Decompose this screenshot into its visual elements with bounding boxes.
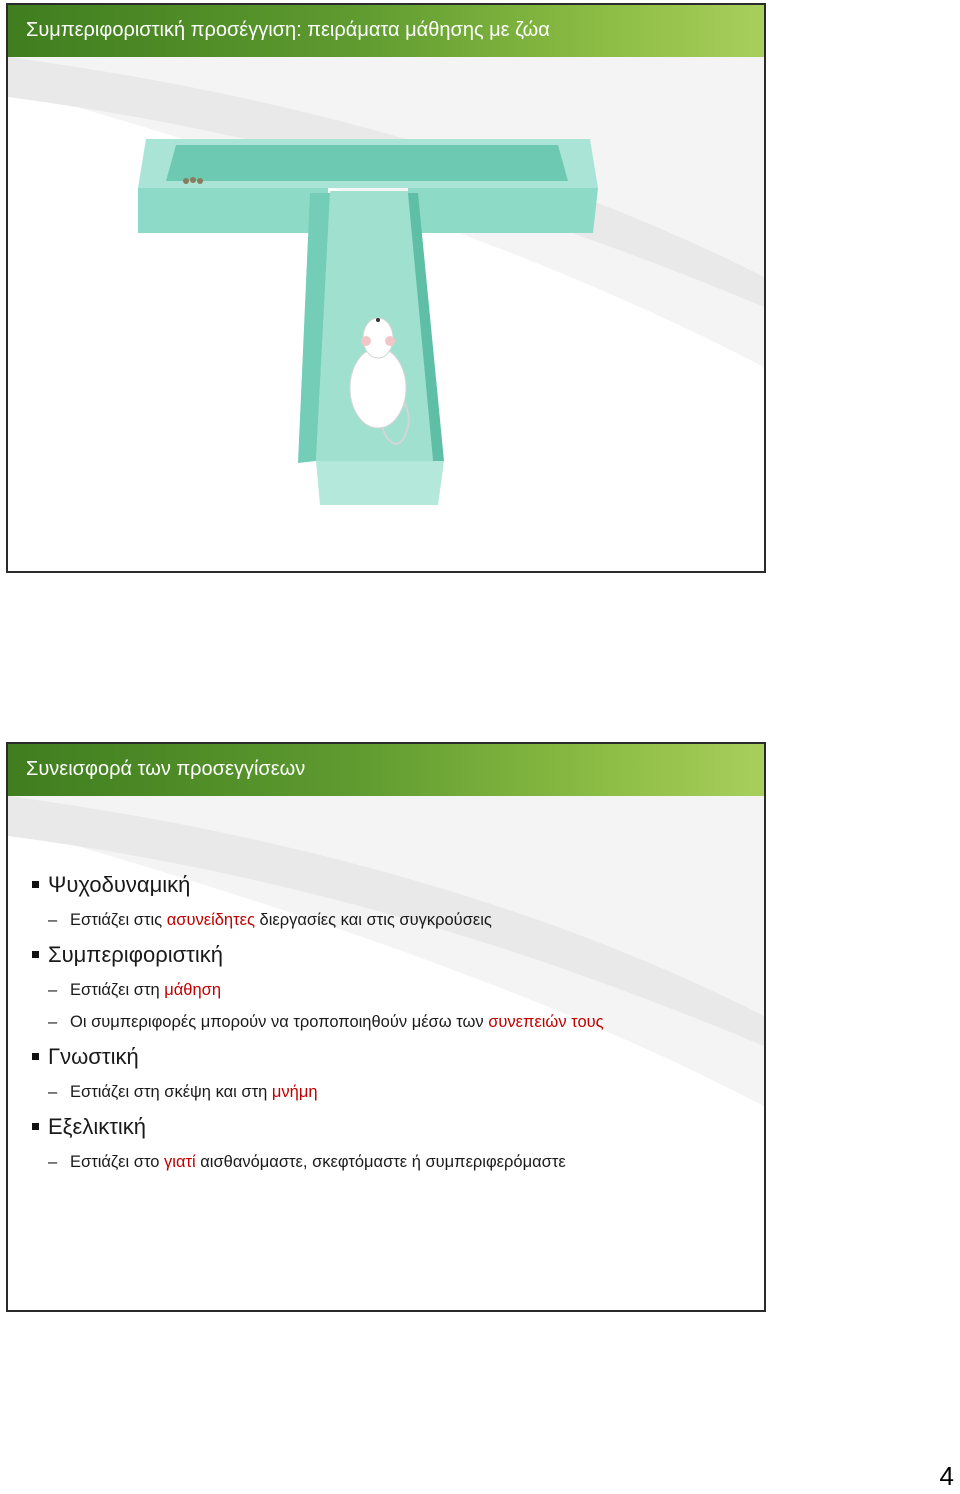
slide-title: Συνεισφορά των προσεγγίσεων [26, 758, 306, 780]
highlight-text: μνήμη [271, 1083, 318, 1101]
highlight-text: μάθηση [164, 981, 222, 999]
list-item: – Εστιάζει στη μάθηση [48, 981, 222, 999]
highlight-text: γιατί [164, 1153, 196, 1171]
square-bullet-icon [32, 1123, 39, 1130]
slide-header [8, 5, 764, 57]
section-heading-behaviorist: Συμπεριφοριστική [32, 936, 754, 974]
square-bullet-icon [32, 1053, 39, 1060]
square-bullet-icon [32, 951, 39, 958]
square-bullet-icon [32, 881, 39, 888]
highlight-text: ασυνείδητες [166, 911, 255, 929]
slide-2 [6, 742, 766, 1312]
slide-1 [6, 3, 766, 573]
list-item: – Εστιάζει στο γιατί αισθανόμαστε, σκεφτόμαστε ή συμπεριφερόμαστε [48, 1153, 566, 1171]
slide-title: Συμπεριφοριστική προσέγγιση: πειράματα μάθησης με ζώα [26, 19, 550, 41]
slide-header [8, 744, 764, 796]
list-item: – Εστιάζει στις ασυνείδητες διεργασίες και στις συγκρούσεις [48, 911, 492, 929]
list-item: – Οι συμπεριφορές μπορούν να τροποποιηθούν μέσω των συνεπειών τους [48, 1013, 604, 1031]
section-heading-cognitive: Γνωστική [32, 1038, 754, 1076]
slide-content [32, 866, 754, 1178]
t-maze-illustration [138, 133, 598, 505]
section-heading-psychodynamic: Ψυχοδυναμική [32, 866, 754, 904]
section-heading-evolutionary: Εξελικτική [32, 1108, 754, 1146]
highlight-text: συνεπειών τους [488, 1013, 604, 1031]
page-number: 4 [939, 1461, 954, 1491]
list-item: – Εστιάζει στη σκέψη και στη μνήμη [48, 1083, 318, 1101]
